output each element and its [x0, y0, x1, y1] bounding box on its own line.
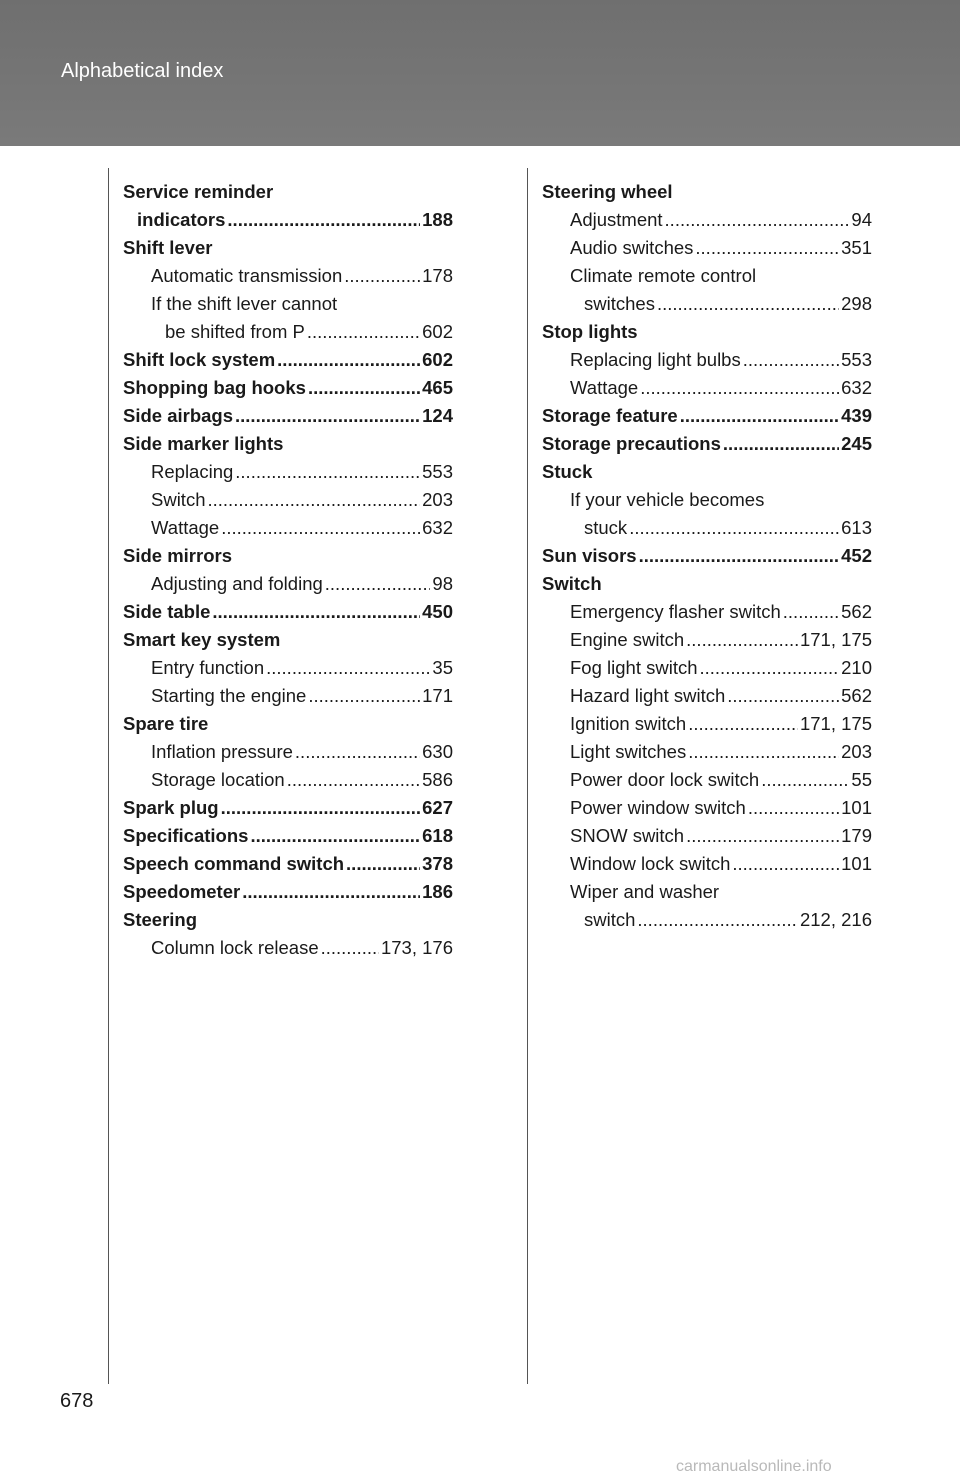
- index-entry-text: Smart key system: [123, 629, 281, 650]
- dot-leader: [295, 738, 420, 766]
- index-entry-page: 553: [841, 349, 872, 370]
- dot-leader: [221, 514, 420, 542]
- index-entry: [123, 570, 453, 598]
- index-entry-page: 602: [422, 321, 453, 342]
- index-entry-text: Hazard light switch: [570, 685, 726, 706]
- dot-leader: [686, 626, 798, 654]
- index-entry-page: 212, 216: [799, 909, 872, 930]
- index-entry-text: Steering: [123, 909, 198, 930]
- index-entry: [542, 878, 872, 906]
- index-entry-page: 101: [841, 853, 872, 874]
- dot-leader: [266, 654, 430, 682]
- index-entry: [123, 486, 453, 514]
- index-entry-text: Wiper and washer: [570, 881, 720, 902]
- index-entry: [123, 878, 453, 906]
- index-entry-text: Steering wheel: [542, 181, 673, 202]
- index-entry-text: Replacing: [151, 461, 234, 482]
- index-entry-page: 186: [422, 881, 453, 902]
- index-entry-text: Replacing light bulbs: [570, 349, 741, 370]
- index-entry-text: Wattage: [151, 517, 220, 538]
- index-entry: [123, 458, 453, 486]
- index-entry: [123, 234, 453, 262]
- index-entry-text: Service reminder: [123, 181, 274, 202]
- dot-leader: [783, 598, 839, 626]
- index-entry-page: 378: [422, 853, 453, 874]
- index-entry-text: If your vehicle becomes: [570, 489, 765, 510]
- index-entry: [123, 374, 453, 402]
- index-entry-page: 178: [422, 265, 453, 286]
- dot-leader: [308, 682, 420, 710]
- index-entry-page: 562: [841, 601, 872, 622]
- page-header: [0, 0, 960, 146]
- dot-leader: [732, 850, 839, 878]
- index-entry: [123, 654, 453, 682]
- index-entry-page: 203: [422, 489, 453, 510]
- index-entry: [123, 290, 453, 318]
- index-entry-page: 171: [422, 685, 453, 706]
- index-entry-page: 450: [422, 601, 453, 622]
- index-entry-text: Ignition switch: [570, 713, 687, 734]
- index-entry: [542, 654, 872, 682]
- index-entry-text: Shift lock system: [123, 349, 276, 370]
- index-entry: [542, 822, 872, 850]
- dot-leader: [743, 346, 839, 374]
- index-entry-text: switch: [584, 909, 636, 930]
- dot-leader: [321, 934, 379, 962]
- index-entry-text: Specifications: [123, 825, 249, 846]
- index-entry: [123, 402, 453, 430]
- index-entry-text: Side marker lights: [123, 433, 284, 454]
- index-entry-page: 627: [422, 797, 453, 818]
- index-entry-page: 586: [422, 769, 453, 790]
- dot-leader: [344, 262, 420, 290]
- dot-leader: [700, 654, 840, 682]
- index-entry-text: If the shift lever cannot: [151, 293, 338, 314]
- index-column-left: [123, 178, 453, 962]
- index-entry-text: Storage location: [151, 769, 285, 790]
- dot-leader: [287, 766, 420, 794]
- index-entry-page: 94: [851, 209, 872, 230]
- index-entry-page: 173, 176: [380, 937, 453, 958]
- index-entry-page: 630: [422, 741, 453, 762]
- dot-leader: [637, 906, 798, 934]
- index-entry-text: SNOW switch: [570, 825, 685, 846]
- dot-leader: [242, 878, 420, 906]
- index-entry: [123, 514, 453, 542]
- index-entry: [123, 822, 453, 850]
- index-entry: [542, 626, 872, 654]
- index-entry: [542, 234, 872, 262]
- index-entry: [542, 206, 872, 234]
- index-entry-page: 465: [422, 377, 453, 398]
- index-entry-text: Switch: [151, 489, 206, 510]
- dot-leader: [680, 402, 839, 430]
- dot-leader: [235, 458, 420, 486]
- index-entry-page: 188: [422, 209, 453, 230]
- index-entry-text: Side airbags: [123, 405, 234, 426]
- index-entry-page: 171, 175: [799, 629, 872, 650]
- dot-leader: [308, 374, 420, 402]
- dot-leader: [639, 542, 840, 570]
- index-entry-text: Spare tire: [123, 713, 209, 734]
- index-entry-text: Storage precautions: [542, 433, 721, 454]
- index-entry-text: Switch: [542, 573, 602, 594]
- index-entry: [123, 206, 453, 234]
- index-entry-text: Side table: [123, 601, 211, 622]
- center-column-rule: [527, 168, 528, 1384]
- index-entry-page: 35: [432, 657, 453, 678]
- index-entry-page: 55: [851, 769, 872, 790]
- index-entry: [542, 906, 872, 934]
- index-entry-text: Light switches: [570, 741, 687, 762]
- index-entry: [123, 346, 453, 374]
- index-entry: [542, 542, 872, 570]
- index-entry-text: be shifted from P: [165, 321, 305, 342]
- index-entry-text: switches: [584, 293, 655, 314]
- index-entry-text: Shopping bag hooks: [123, 377, 306, 398]
- index-entry: [542, 738, 872, 766]
- index-entry-text: Stuck: [542, 461, 593, 482]
- dot-leader: [325, 570, 431, 598]
- index-entry: [123, 430, 453, 458]
- index-entry: [542, 766, 872, 794]
- index-entry: [542, 346, 872, 374]
- index-entry: [542, 458, 872, 486]
- index-entry-text: Starting the engine: [151, 685, 307, 706]
- index-entry: [542, 794, 872, 822]
- index-entry: [542, 318, 872, 346]
- index-entry-text: indicators: [137, 209, 226, 230]
- dot-leader: [250, 822, 420, 850]
- index-entry: [123, 738, 453, 766]
- watermark: carmanualsonline.info: [676, 1458, 832, 1475]
- dot-leader: [221, 794, 421, 822]
- left-column-rule: [108, 168, 109, 1384]
- index-entry-text: Power window switch: [570, 797, 746, 818]
- index-entry-text: Adjusting and folding: [151, 573, 323, 594]
- index-entry-text: Adjustment: [570, 209, 663, 230]
- dot-leader: [629, 514, 839, 542]
- index-entry: [123, 598, 453, 626]
- index-entry: [123, 682, 453, 710]
- dot-leader: [761, 766, 849, 794]
- index-entry-page: 98: [432, 573, 453, 594]
- dot-leader: [640, 374, 839, 402]
- index-entry-page: 351: [841, 237, 872, 258]
- index-entry: [542, 682, 872, 710]
- index-entry: [123, 794, 453, 822]
- index-entry-text: Engine switch: [570, 629, 685, 650]
- dot-leader: [346, 850, 420, 878]
- dot-leader: [657, 290, 839, 318]
- index-entry: [542, 514, 872, 542]
- index-entry: [542, 402, 872, 430]
- index-entry-page: 203: [841, 741, 872, 762]
- index-entry-text: Side mirrors: [123, 545, 232, 566]
- index-entry-text: Sun visors: [542, 545, 637, 566]
- index-entry-text: Emergency flasher switch: [570, 601, 781, 622]
- index-entry-text: Audio switches: [570, 237, 694, 258]
- index-entry-text: Climate remote control: [570, 265, 757, 286]
- index-entry: [542, 570, 872, 598]
- index-entry: [123, 262, 453, 290]
- index-entry-page: 210: [841, 657, 872, 678]
- dot-leader: [686, 822, 839, 850]
- index-entry: [542, 710, 872, 738]
- index-entry-text: Window lock switch: [570, 853, 731, 874]
- dot-leader: [695, 234, 839, 262]
- index-entry: [542, 850, 872, 878]
- index-entry-text: Fog light switch: [570, 657, 698, 678]
- index-entry-page: 562: [841, 685, 872, 706]
- index-entry-text: Wattage: [570, 377, 639, 398]
- index-column-right: [542, 178, 872, 934]
- index-entry-page: 602: [422, 349, 453, 370]
- index-entry: [542, 430, 872, 458]
- index-entry: [542, 262, 872, 290]
- index-entry-page: 245: [841, 433, 872, 454]
- index-entry-page: 101: [841, 797, 872, 818]
- index-entry: [123, 850, 453, 878]
- index-entry-text: Entry function: [151, 657, 265, 678]
- index-entry: [123, 766, 453, 794]
- index-entry: [542, 374, 872, 402]
- index-entry: [123, 906, 453, 934]
- index-entry-page: 618: [422, 825, 453, 846]
- dot-leader: [665, 206, 850, 234]
- dot-leader: [212, 598, 420, 626]
- index-entry: [123, 318, 453, 346]
- index-entry-text: Spark plug: [123, 797, 219, 818]
- dot-leader: [748, 794, 839, 822]
- page-number: 678: [60, 1390, 94, 1412]
- index-entry: [123, 178, 453, 206]
- dot-leader: [208, 486, 421, 514]
- index-entry-page: 171, 175: [799, 713, 872, 734]
- dot-leader: [227, 206, 420, 234]
- dot-leader: [688, 710, 798, 738]
- index-entry-page: 124: [422, 405, 453, 426]
- index-entry-page: 632: [422, 517, 453, 538]
- index-entry: [123, 542, 453, 570]
- index-entry: [123, 710, 453, 738]
- index-entry: [542, 598, 872, 626]
- index-entry-page: 452: [841, 545, 872, 566]
- index-entry-page: 439: [841, 405, 872, 426]
- index-entry-text: Speech command switch: [123, 853, 345, 874]
- index-entry-text: Storage feature: [542, 405, 678, 426]
- index-entry-text: Column lock release: [151, 937, 319, 958]
- dot-leader: [688, 738, 839, 766]
- index-entry: [542, 290, 872, 318]
- index-entry-page: 632: [841, 377, 872, 398]
- index-entry: [542, 178, 872, 206]
- index-entry-text: Shift lever: [123, 237, 213, 258]
- index-entry-page: 553: [422, 461, 453, 482]
- header-title: Alphabetical index: [61, 60, 224, 82]
- index-entry-page: 613: [841, 517, 872, 538]
- index-entry-text: Inflation pressure: [151, 741, 293, 762]
- index-entry-text: Power door lock switch: [570, 769, 760, 790]
- index-entry-page: 298: [841, 293, 872, 314]
- index-entry-text: Speedometer: [123, 881, 241, 902]
- index-entry-page: 179: [841, 825, 872, 846]
- index-entry-text: Automatic transmission: [151, 265, 343, 286]
- index-entry: [123, 934, 453, 962]
- dot-leader: [277, 346, 420, 374]
- index-entry-text: Stop lights: [542, 321, 638, 342]
- dot-leader: [307, 318, 420, 346]
- index-entry: [123, 626, 453, 654]
- index-entry: [542, 486, 872, 514]
- dot-leader: [727, 682, 839, 710]
- dot-leader: [723, 430, 839, 458]
- dot-leader: [235, 402, 420, 430]
- index-entry-text: stuck: [584, 517, 628, 538]
